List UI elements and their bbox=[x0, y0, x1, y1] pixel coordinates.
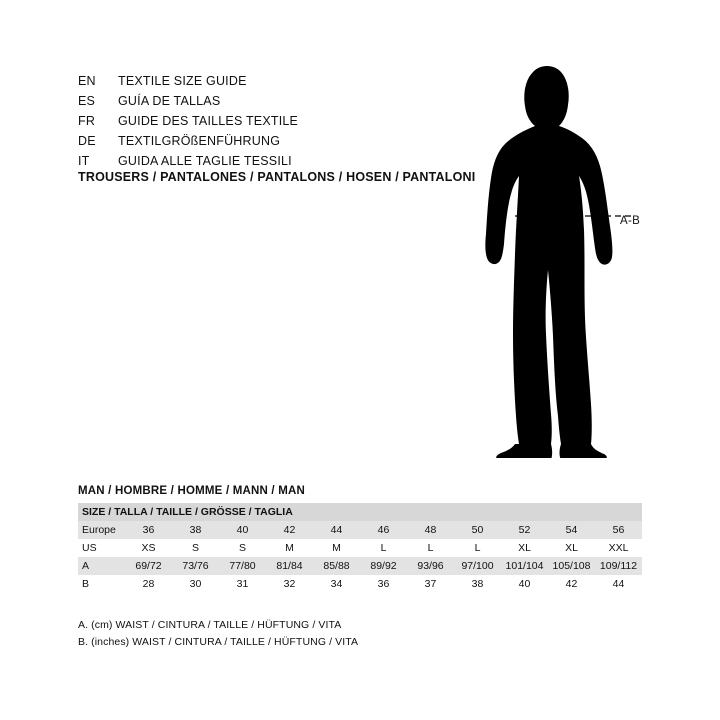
table-cell: 48 bbox=[407, 521, 454, 539]
language-code: IT bbox=[78, 154, 90, 168]
table-cell: XXL bbox=[595, 539, 642, 557]
table-cell: 34 bbox=[313, 575, 360, 593]
table-cell: 97/100 bbox=[454, 557, 501, 575]
table-row bbox=[78, 539, 642, 557]
footnote-a: A. (cm) WAIST / CINTURA / TAILLE / HÜFTUNG / VITA bbox=[78, 619, 342, 631]
table-header-label: SIZE / TALLA / TAILLE / GRÖSSE / TAGLIA bbox=[78, 503, 642, 521]
male-silhouette-icon bbox=[455, 58, 655, 458]
table-caption: MAN / HOMBRE / HOMME / MANN / MAN bbox=[78, 485, 306, 497]
table-cell: 30 bbox=[172, 575, 219, 593]
language-row bbox=[78, 114, 448, 134]
garment-type-title: TROUSERS / PANTALONES / PANTALONS / HOSEN / PANTALONI bbox=[78, 170, 476, 184]
table-cell: 73/76 bbox=[172, 557, 219, 575]
table-cell: 52 bbox=[501, 521, 548, 539]
table-cell: S bbox=[219, 539, 266, 557]
language-row bbox=[78, 134, 448, 154]
language-code: EN bbox=[78, 74, 96, 88]
table-cell: XS bbox=[125, 539, 172, 557]
table-cell: 105/108 bbox=[548, 557, 595, 575]
language-code: DE bbox=[78, 134, 96, 148]
table-cell: 77/80 bbox=[219, 557, 266, 575]
table-cell: 38 bbox=[172, 521, 219, 539]
footnotes bbox=[78, 617, 358, 651]
table-cell: M bbox=[266, 539, 313, 557]
language-title: GUIDE DES TAILLES TEXTILE bbox=[118, 114, 299, 128]
table-cell: 89/92 bbox=[360, 557, 407, 575]
table-row bbox=[78, 521, 642, 539]
row-label: US bbox=[78, 539, 125, 557]
table-cell: XL bbox=[501, 539, 548, 557]
table-cell: 31 bbox=[219, 575, 266, 593]
table-cell: 69/72 bbox=[125, 557, 172, 575]
table-cell: 37 bbox=[407, 575, 454, 593]
table-cell: M bbox=[313, 539, 360, 557]
footnote-b: B. (inches) WAIST / CINTURA / TAILLE / HÜFTUNG / VITA bbox=[78, 636, 359, 648]
table-cell: 40 bbox=[219, 521, 266, 539]
row-label: Europe bbox=[78, 521, 125, 539]
table-cell: 81/84 bbox=[266, 557, 313, 575]
table-cell: 85/88 bbox=[313, 557, 360, 575]
table-cell: L bbox=[454, 539, 501, 557]
table-row bbox=[78, 557, 642, 575]
table-cell: 56 bbox=[595, 521, 642, 539]
table-cell: 38 bbox=[454, 575, 501, 593]
table-cell: 32 bbox=[266, 575, 313, 593]
table-cell: 93/96 bbox=[407, 557, 454, 575]
language-row bbox=[78, 74, 448, 94]
table-cell: S bbox=[172, 539, 219, 557]
table-cell: L bbox=[360, 539, 407, 557]
language-title-block bbox=[78, 74, 448, 174]
table-cell: 28 bbox=[125, 575, 172, 593]
table-cell: 54 bbox=[548, 521, 595, 539]
table-cell: 44 bbox=[313, 521, 360, 539]
table-cell: 36 bbox=[125, 521, 172, 539]
table-cell: 40 bbox=[501, 575, 548, 593]
row-label: B bbox=[78, 575, 125, 593]
table-cell: 42 bbox=[266, 521, 313, 539]
table-row bbox=[78, 575, 642, 593]
language-row bbox=[78, 94, 448, 114]
table-cell: L bbox=[407, 539, 454, 557]
language-code: FR bbox=[78, 114, 96, 128]
table-cell: 36 bbox=[360, 575, 407, 593]
language-title: TEXTILE SIZE GUIDE bbox=[118, 74, 247, 88]
table-cell: 44 bbox=[595, 575, 642, 593]
table-cell: 50 bbox=[454, 521, 501, 539]
language-code: ES bbox=[78, 94, 96, 108]
language-title: GUIDA ALLE TAGLIE TESSILI bbox=[118, 154, 292, 168]
table-cell: 46 bbox=[360, 521, 407, 539]
table-cell: 101/104 bbox=[501, 557, 548, 575]
size-table-section bbox=[78, 485, 642, 593]
language-title: TEXTILGRÖßENFÜHRUNG bbox=[118, 134, 281, 148]
table-header-row bbox=[78, 503, 642, 521]
table-cell: XL bbox=[548, 539, 595, 557]
measure-label-ab: A-B bbox=[620, 215, 641, 227]
table-cell: 42 bbox=[548, 575, 595, 593]
table-cell: 109/112 bbox=[595, 557, 642, 575]
size-table bbox=[78, 503, 642, 593]
language-title: GUÍA DE TALLAS bbox=[118, 94, 221, 108]
figure-illustration bbox=[455, 58, 655, 458]
row-label: A bbox=[78, 557, 125, 575]
